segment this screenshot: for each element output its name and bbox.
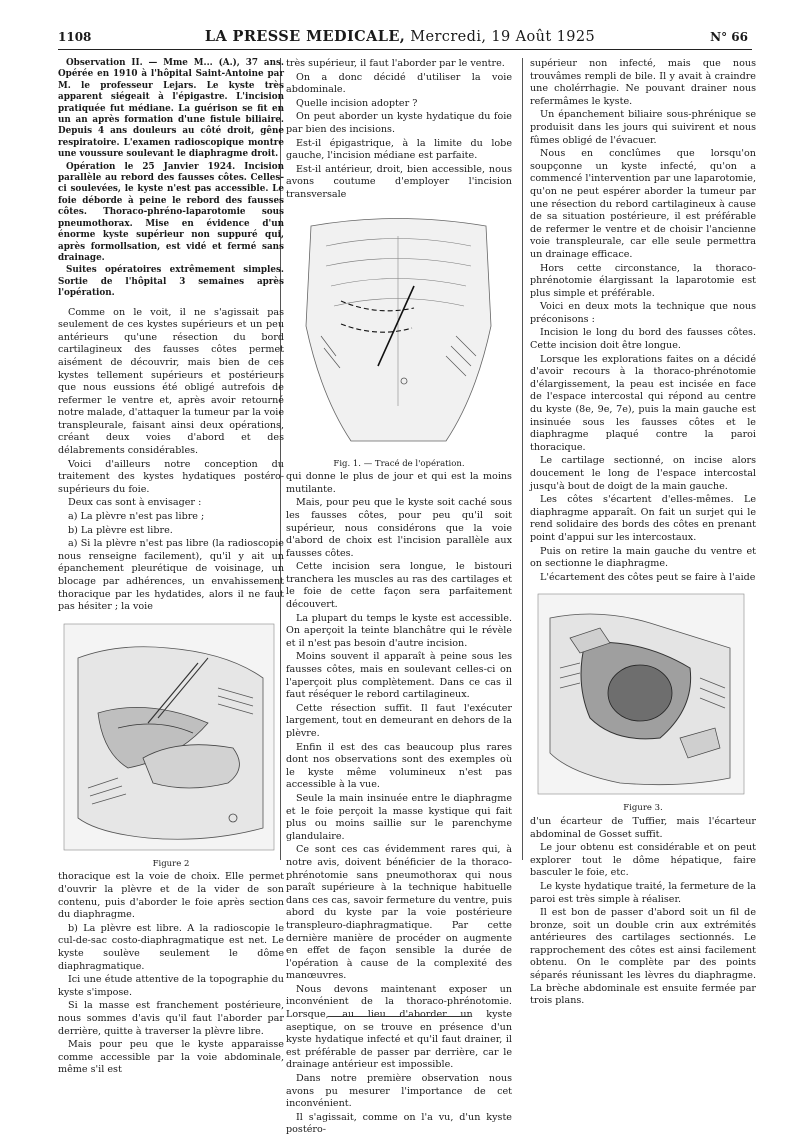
header-rule xyxy=(58,49,752,50)
paragraph: b) La plèvre est libre. xyxy=(68,524,173,536)
paragraph: Voici d'ailleurs notre conception du traitement des kystes hydatiques postéro-supérieurs du foie. xyxy=(58,458,284,495)
figure-3-illustration xyxy=(530,588,752,800)
paragraph: thoracique est la voie de choix. Elle permet d'ouvrir la plèvre et de la vider de son contenu, puis d'aborder le foie après section du diaphragme. xyxy=(58,871,284,921)
paragraph: Le jour obtenu est considérable et on peut explorer tout le dôme hépatique, faire basculer le foie, etc. xyxy=(530,842,756,879)
paragraph: Il s'agissait, comme on l'a vu, d'un kyste postéro- xyxy=(286,1111,512,1136)
column-middle xyxy=(286,58,512,1138)
journal-title-line xyxy=(0,28,800,45)
paragraph: Est-il épigastrique, à la limite du lobe gauche, l'incision médiane est parfaite. xyxy=(286,137,512,162)
paragraph: On a donc décidé d'utiliser la voie abdominale. xyxy=(286,71,512,96)
issue-date: Mercredi, 19 Août 1925 xyxy=(410,29,596,45)
paragraph: Puis on retire la main gauche du ventre et on sectionne le diaphragme. xyxy=(530,545,756,570)
observation-paragraph: Suites opératoires extrêmement simples. Sortie de l'hôpital 3 semaines après l'opération. xyxy=(58,265,284,299)
paragraph: Mais, pour peu que le kyste soit caché sous les fausses côtes, pour peu qu'il soit supérieur, nous considérons que la voie d'abord de choix est l'incision parallèle aux fausses côtes. xyxy=(286,497,512,559)
paragraph: Incision le long du bord des fausses côtes. Cette incision doit être longue. xyxy=(530,327,756,352)
column-separator xyxy=(522,58,523,860)
observation-paragraph: Opération le 25 Janvier 1924. Incision parallèle au rebord des fausses côtes. Celles-ci soulevées, le kyste n'est pas accessible. Le foie déborde à peine le rebord des fausses côtes. Thoraco-phréno-laparotomie sous pneumothorax. Mise en évidence d'un énorme kyste supérieur non suppuré qui, après formollsation, est vidé et fermé sans drainage. xyxy=(58,161,284,263)
paragraph: supérieur non infecté, mais que nous trouvâmes rempli de bile. Il y avait à craindre une cholérrhagie. Ne pouvant drainer nous refermâmes le kyste. xyxy=(530,58,756,107)
figure-1-caption: Fig. 1. — Tracé de l'opération. xyxy=(333,458,465,469)
paragraph: Cette résection suffit. Il faut l'exécuter largement, tout en demeurant en dehors de la plèvre. xyxy=(286,702,512,739)
observation-block xyxy=(58,58,284,300)
paragraph: Nous en conclûmes que lorsqu'on soupçonne un kyste infecté, qu'on a commencé l'intervention par une laparotomie, qu'on ne peut espérer aborder la tumeur par une résection du rebord cartilagineux à cause de sa situation postérieure, il est préférable de refermer le ventre et de choisir l'ancienne voie transpleurale, car elle seule permettra un drainage efficace. xyxy=(530,148,756,260)
paragraph: a) Si la plèvre n'est pas libre (la radioscopie nous renseigne facilement), qu'il y ait un épanchement pleurétique de voisinage, un blocage par adhérences, un envahissement thoracique par les hydatides, alors il ne faut pas hésiter ; la voie xyxy=(58,538,284,613)
figure-3-caption: Figure 3. xyxy=(623,803,663,814)
observation-paragraph: Observation II. — Mme M... (A.), 37 ans. Opérée en 1910 à l'hôpital Saint-Antoine par M. le professeur Lejars. Le kyste très apparent siégeait à l'épigastre. L'incision pratiquée fut médiane. La guérison se fit en un an après formation d'une fistule biliaire. Depuis 4 ans douleurs au côté droit, gêne respiratoire. L'examen radioscopique montre une voussure soulevant le diaphragme droit. xyxy=(58,58,284,160)
paragraph: Lorsque les explorations faites on a décidé d'avoir recours à la thoraco-phrénotomie d'élargissement, la peau est incisée en face de l'espace intercostal qui répond au centre du kyste (8e, 9e, 7e), puis la main gauche est insinuée sous les fausses côtes et le diaphragme plaqué contre la paroi thoracique. xyxy=(530,353,756,453)
figure-2-illustration xyxy=(58,618,280,856)
paragraph: Comme on le voit, il ne s'agissait pas seulement de ces kystes supérieurs et un peu antérieurs qu'une résection du bord cartilagineux des fausses côtes permet aisément de découvrir, mais bien de ces kystes tellement supérieurs et postérieurs que nous eussions été obligé autrefois de refermer le ventre et, après avoir retourné notre malade, d'attaquer la tumeur par la voie transpleurale, faisant ainsi deux opérations, créant deux voies d'abord et des délabrements considérables. xyxy=(58,306,284,457)
paragraph: Dans notre première observation nous avons pu mesurer l'importance de cet inconvénient. xyxy=(286,1073,512,1110)
page-header xyxy=(0,0,800,48)
paragraph: On peut aborder un kyste hydatique du foie par bien des incisions. xyxy=(286,111,512,135)
paragraph: Les côtes s'écartent d'elles-mêmes. Le diaphragme apparaît. On fait un surjet qui le rend solidaire des bords des côtes en prenant point d'appui sur les intercostaux. xyxy=(530,494,756,543)
page-number: 1108 xyxy=(58,30,92,44)
paragraph: Mais pour peu que le kyste apparaisse comme accessible par la voie abdominale, même s'il est xyxy=(58,1039,284,1076)
column-right xyxy=(530,58,756,1009)
paragraph: Enfin il est des cas beaucoup plus rares dont nos observations sont des exemples où le kyste même volumineux n'est pas accessible à la vue. xyxy=(286,741,512,791)
paragraph: Seule la main insinuée entre le diaphragme et le foie perçoit la masse kystique qui fait plus ou moins saillie sur le parenchyme glandulaire. xyxy=(286,792,512,842)
figure-2-caption: Figure 2 xyxy=(152,858,190,869)
paragraph: Ici une étude attentive de la topographie du kyste s'impose. xyxy=(58,974,284,998)
paragraph: Quelle incision adopter ? xyxy=(296,97,418,109)
paragraph: Le cartilage sectionné, on incise alors doucement le long de l'espace intercostal jusqu'à bout de doigt de la main gauche. xyxy=(530,455,756,492)
paragraph: Nous devons maintenant exposer un inconvénient de la thoraco-phrénotomie. Lorsque, au lieu d'aborder un kyste aseptique, on se trouve en présence d'un kyste hydatique infecté et qu'il faut drainer, il est préférable de passer par derrière, car le drainage antérieur est impossible. xyxy=(286,983,512,1071)
column-left xyxy=(58,58,284,1078)
paragraph: Est-il antérieur, droit, bien accessible, nous avons coutume d'employer l'incision transversale xyxy=(286,163,512,200)
paragraph: La plupart du temps le kyste est accessible. On aperçoit la teinte blanchâtre qui le révèle et il n'est pas besoin d'autre incision. xyxy=(286,612,512,649)
paragraph: Deux cas sont à envisager : xyxy=(68,497,202,509)
paragraph: Hors cette circonstance, la thoraco-phrénotomie élargissant la laparotomie est plus simple et préférable. xyxy=(530,262,756,299)
paragraph: très supérieur, il faut l'aborder par le ventre. xyxy=(286,58,505,69)
paragraph: qui donne le plus de jour et qui est la moins mutilante. xyxy=(286,471,512,495)
paragraph: a) La plèvre n'est pas libre ; xyxy=(68,511,205,523)
issue-number: N° 66 xyxy=(710,30,748,44)
journal-title: LA PRESSE MEDICALE, xyxy=(204,28,406,45)
paragraph: Cette incision sera longue, le bistouri tranchera les muscles au ras des cartilages et le foie de cette façon sera parfaitement découvert. xyxy=(286,561,512,611)
paragraph: Si la masse est franchement postérieure, nous sommes d'avis qu'il faut l'aborder par derrière, quitte à traverser la plèvre libre. xyxy=(58,1000,284,1037)
paragraph: b) La plèvre est libre. A la radioscopie le cul-de-sac costo-diaphragmatique est net. Le kyste soulève seulement le dôme diaphragmatique. xyxy=(58,922,284,972)
paragraph: Il est bon de passer d'abord soit un fil de bronze, soit un double crin aux extrémités antérieures des cartilages sectionnés. Le rapprochement des côtes est ainsi facilement obtenu. On le complète par des points séparés réunissant les lèvres du diaphragme. La brèche abdominale est ensuite fermée par trois plans. xyxy=(530,907,756,1007)
paragraph: Un épanchement biliaire sous-phrénique se produisit dans les jours qui suivirent et nous fûmes obligé de l'évacuer. xyxy=(530,109,756,146)
paragraph: Moins souvent il apparaît à peine sous les fausses côtes, mais en soulevant celles-ci on l'aperçoit plus complètement. Dans ce cas il faut réséquer le rebord cartilagineux. xyxy=(286,651,512,701)
paragraph: Ce sont ces cas évidemment rares qui, à notre avis, doivent bénéficier de la thoraco-phrénotomie sans pneumothorax qui nous paraît supérieure à la technique habituelle dans ces cas, savoir fermeture du ventre, puis abord du kyste par la voie postérieure transpleuro-diaphragmatique. Par cette dernière manière de procéder on augmente en effet de façon sensible la durée de l'opération à cause de la complexité des manœuvres. xyxy=(286,844,512,982)
figure-1-illustration xyxy=(286,206,508,456)
paragraph: Le kyste hydatique traité, la fermeture de la paroi est très simple à réaliser. xyxy=(530,880,756,905)
end-rule xyxy=(328,1016,470,1017)
paragraph: L'écartement des côtes peut se faire à l'aide xyxy=(540,571,756,583)
paragraph: Voici en deux mots la technique que nous préconisons : xyxy=(530,301,756,325)
paragraph: d'un écarteur de Tuffier, mais l'écarteur abdominal de Gosset suffit. xyxy=(530,815,756,840)
